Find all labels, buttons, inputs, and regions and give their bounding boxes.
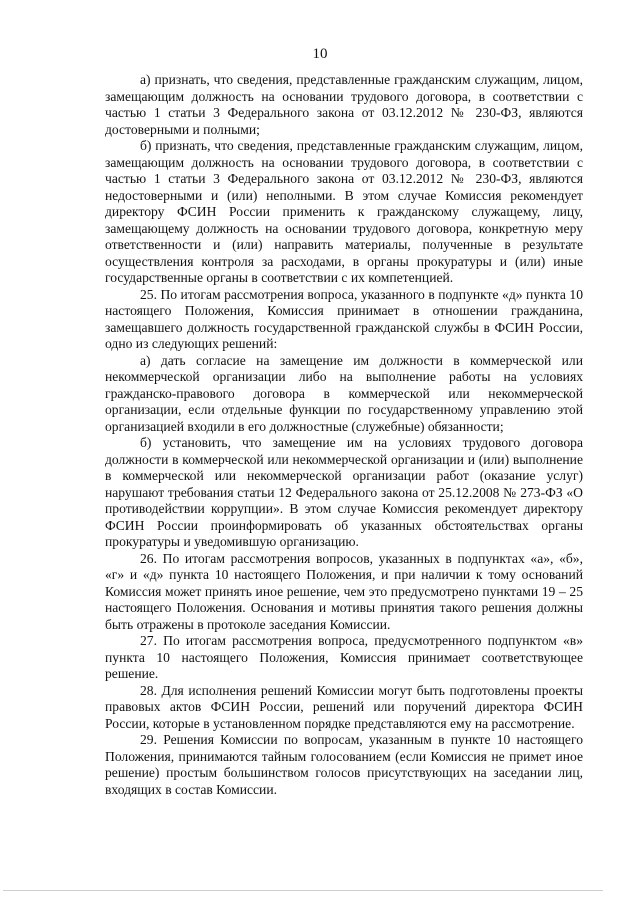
document-body xyxy=(105,72,583,798)
paragraph-24b: б) признать, что сведения, представленные гражданским служащим, лицом, замещающим должность на основании трудового договора, в соответствии с частью 1 статьи 3 Федерального закона от 03.12.2012 № 230-ФЗ, являются недостоверными и (или) неполными. В этом случае Комиссия рекомендует директору ФСИН России применить к гражданскому служащему, лицу, замещающему должность на основании трудового договора, конкретную меру ответственности и (или) направить материалы, полученные в результате осуществления контроля за расходами, в органы прокуратуры и (или) иные государственные органы в соответствии с их компетенцией. xyxy=(105,138,583,285)
page-number: 10 xyxy=(312,46,328,62)
paragraph-24a: а) признать, что сведения, представленные гражданским служащим, лицом, замещающим должность на основании трудового договора, в соответствии с частью 1 статьи 3 Федерального закона от 03.12.2012 № 230-ФЗ, являются достоверными и полными; xyxy=(105,72,583,137)
paragraph-27: 27. По итогам рассмотрения вопроса, предусмотренного подпунктом «в» пункта 10 настоящего Положения, Комиссия принимает соответствующее решение. xyxy=(105,633,583,681)
paragraph-25b: б) установить, что замещение им на условиях трудового договора должности в коммерческой или некоммерческой организации и (или) выполнение в коммерческой или некоммерческой организации работ (оказание услуг) нарушают требования статьи 12 Федерального закона от 25.12.2008 № 273-ФЗ «О противодействии коррупции». В этом случае Комиссия рекомендует директору ФСИН России проинформировать об указанных обстоятельствах органы прокуратуры и уведомившую организацию. xyxy=(105,435,583,549)
paragraph-25a: а) дать согласие на замещение им должности в коммерческой или некоммерческой организации либо на выполнение работы на условиях гражданско-правового договора в коммерческой или некоммерческой организации, если отдельные функции по государственному управлению этой организацией входили в его должностные (служебные) обязанности; xyxy=(105,352,583,434)
paragraph-26: 26. По итогам рассмотрения вопросов, указанных в подпунктах «а», «б», «г» и «д» пункта 10 настоящего Положения, и при наличии к тому оснований Комиссия может принять иное решение, чем это предусмотрено пунктами 19 – 25 настоящего Положения. Основания и мотивы принятия такого решения должны быть отражены в протоколе заседания Комиссии. xyxy=(105,550,583,632)
paragraph-25: 25. По итогам рассмотрения вопроса, указанного в подпункте «д» пункта 10 настоящего Положения, Комиссия принимает в отношении гражданина, замещавшего должность государственной гражданской службы в ФСИН России, одно из следующих решений: xyxy=(105,286,583,351)
paragraph-29: 29. Решения Комиссии по вопросам, указанным в пункте 10 настоящего Положения, принимаются тайным голосованием (если Комиссия не примет иное решение) простым большинством голосов присутствующих на заседании лиц, входящих в состав Комиссии. xyxy=(105,732,583,797)
paragraph-28: 28. Для исполнения решений Комиссии могут быть подготовлены проекты правовых актов ФСИН России, решений или поручений директора ФСИН России, которые в установленном порядке представляются ему на рассмотрение. xyxy=(105,682,583,731)
scan-edge-line xyxy=(3,890,603,891)
